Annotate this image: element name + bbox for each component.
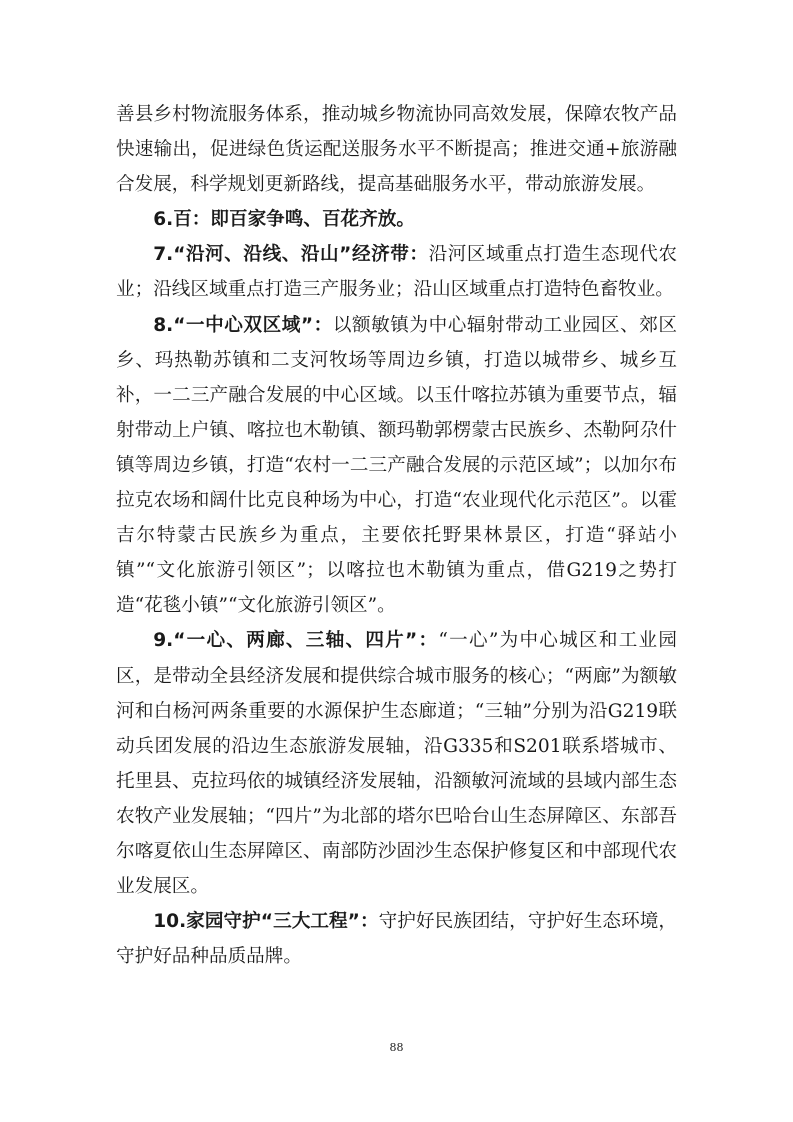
paragraph-continuation [116,97,677,202]
paragraph-text: 沿河区域重点打造生态现代农业；沿线区域重点打造三产服务业；沿山区域重点打造特色畜牧业。 [116,244,677,301]
item-heading: 7.“沿河、沿线、沿山”经济带： [153,244,429,266]
paragraph-text: 以额敏镇为中心辐射带动工业园区、郊区乡、玛热勒苏镇和二支河牧场等周边乡镇，打造以城带乡、城乡互补，一二三产融合发展的中心区域。以玉什喀拉苏镇为重要节点，辐射带动上户镇、喀拉也木勒镇、额玛勒郭楞蒙古民族乡、杰勒阿尕什镇等周边乡镇，打造“农村一二三产融合发展的示范区域”；以加尔布拉克农场和阔什比克良种场为中心，打造“农业现代化示范区”。以霍吉尔特蒙古民族乡为重点，主要依托野果林景区，打造“驿站小镇”“文化旅游引领区”；以喀拉也木勒镇为重点，借G219之势打造“花毯小镇”“文化旅游引领区”。 [116,314,677,617]
paragraph-item-8 [116,308,677,624]
page-number: 88 [389,1041,404,1054]
paragraph-item-10 [116,904,677,974]
item-heading: 10.家园守护“三大工程”： [153,911,379,933]
paragraph-text: “一心”为中心城区和工业园区，是带动全县经济发展和提供综合城市服务的核心；“两廊”为额敏河和白杨河两条重要的水源保护生态廊道；“三轴”分别为沿G219联动兵团发展的沿边生态旅游发展轴，沿G335和S201联系塔城市、托里县、克拉玛依的城镇经济发展轴，沿额敏河流域的县域内部生态农牧产业发展轴；“四片”为北部的塔尔巴哈台山生态屏障区、东部吾尔喀夏依山生态屏障区、南部防沙固沙生态保护修复区和中部现代农业发展区。 [116,630,677,898]
paragraph-item-6 [116,202,677,237]
document-body [116,97,677,974]
item-heading: 9.“一心、两廊、三轴、四片”： [153,630,439,652]
item-heading: 6.百：即百家争鸣、百花齐放。 [153,209,415,231]
paragraph-item-7 [116,237,677,307]
paragraph-text: 善县乡村物流服务体系，推动城乡物流协同高效发展，保障农牧产品快速输出，促进绿色货运配送服务水平不断提高；推进交通+旅游融合发展，科学规划更新路线，提高基础服务水平，带动旅游发展。 [116,104,677,196]
paragraph-text: 守护好民族团结，守护好生态环境，守护好品种品质品牌。 [116,911,677,968]
paragraph-item-9 [116,623,677,904]
item-heading: 8.“一中心双区域”： [153,314,333,336]
